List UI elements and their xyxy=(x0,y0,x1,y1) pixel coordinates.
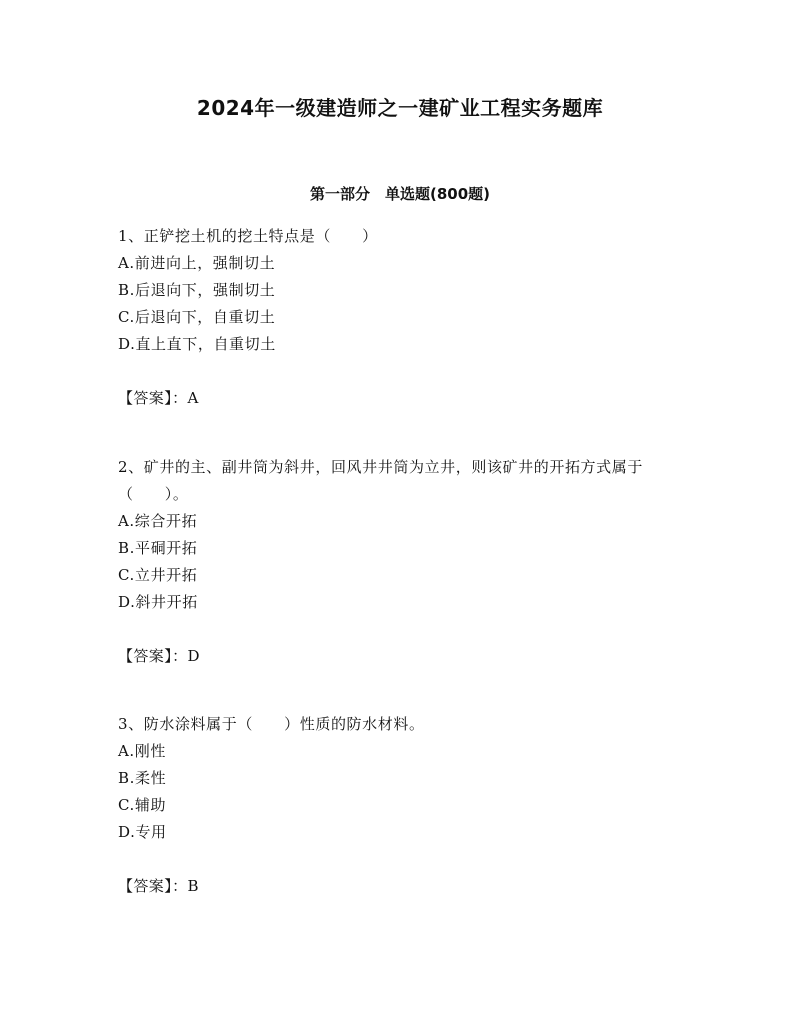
question-1 xyxy=(118,223,688,412)
option-list xyxy=(118,738,688,846)
answer: 【答案】：A xyxy=(118,389,199,407)
question-stem: 3、防水涂料属于（ ）性质的防水材料。 xyxy=(118,715,425,733)
option-a: A.前进向上，强制切土 xyxy=(118,254,276,272)
option-b: B.后退向下，强制切土 xyxy=(118,281,276,299)
option-b: B.柔性 xyxy=(118,769,167,787)
option-d: D.直上直下，自重切土 xyxy=(118,335,276,353)
option-a: A.刚性 xyxy=(118,742,167,760)
answer: 【答案】：B xyxy=(118,877,199,895)
question-3 xyxy=(118,711,688,900)
option-list xyxy=(118,250,688,358)
option-d: D.斜井开拓 xyxy=(118,593,198,611)
option-a: A.综合开拓 xyxy=(118,512,198,530)
option-list xyxy=(118,508,688,616)
question-2 xyxy=(118,454,688,670)
section-title: 第一部分 单选题(800题) xyxy=(309,185,491,203)
page-title: 2024年一级建造师之一建矿业工程实务题库 xyxy=(196,96,604,120)
question-stem: 2、矿井的主、副井筒为斜井，回风井井筒为立井，则该矿井的开拓方式属于（ ）。 xyxy=(118,458,643,503)
question-stem: 1、正铲挖土机的挖土特点是（ ） xyxy=(118,227,378,245)
option-c: C.立井开拓 xyxy=(118,566,198,584)
option-c: C.辅助 xyxy=(118,796,167,814)
option-c: C.后退向下，自重切土 xyxy=(118,308,276,326)
answer: 【答案】：D xyxy=(118,647,200,665)
option-d: D.专用 xyxy=(118,823,167,841)
option-b: B.平硐开拓 xyxy=(118,539,198,557)
